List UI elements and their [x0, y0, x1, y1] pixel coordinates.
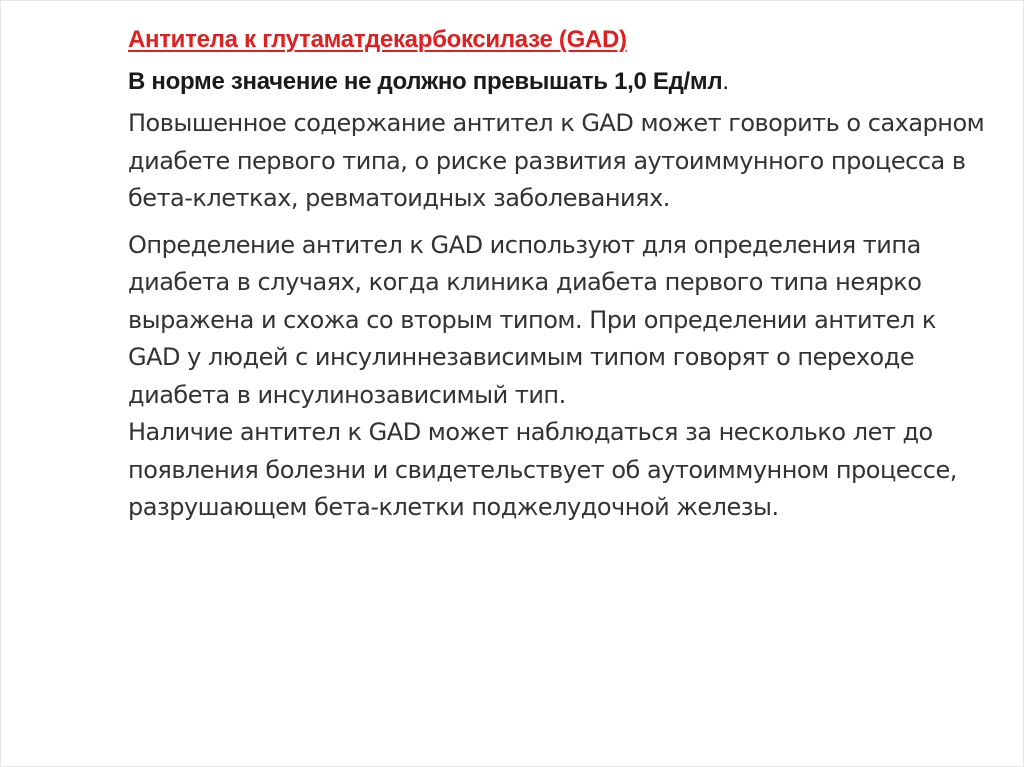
norm-statement-text: В норме значение не должно превышать 1,0 Ед/мл	[128, 68, 723, 95]
norm-statement	[128, 65, 988, 99]
paragraph-diabetes-typing: Определение антител к GAD используют для определения типа диабета в случаях, когда клиника диабета первого типа неярко выражена и схожа со вторым типом. При определении антител к GAD у людей с инсулиннезависимым типом говорят о переходе диабета в инсулинозависимый тип.	[128, 230, 936, 409]
slide-content	[128, 23, 988, 527]
slide-title-text: Антитела к глутаматдекарбоксилазе (GAD)	[128, 26, 627, 53]
slide-title	[128, 23, 988, 57]
paragraph-early-detection: Наличие антител к GAD может наблюдаться за несколько лет до появления болезни и свидетельствует об аутоиммунном процессе, разрушающем бета-клетки поджелудочной железы.	[128, 418, 957, 521]
norm-statement-period: .	[722, 68, 729, 95]
paragraph-elevated-antibodies: Повышенное содержание антител к GAD может говорить о сахарном диабете первого типа, о риске развития аутоиммунного процесса в бета-клетках, ревматоидных заболеваниях.	[128, 109, 985, 212]
